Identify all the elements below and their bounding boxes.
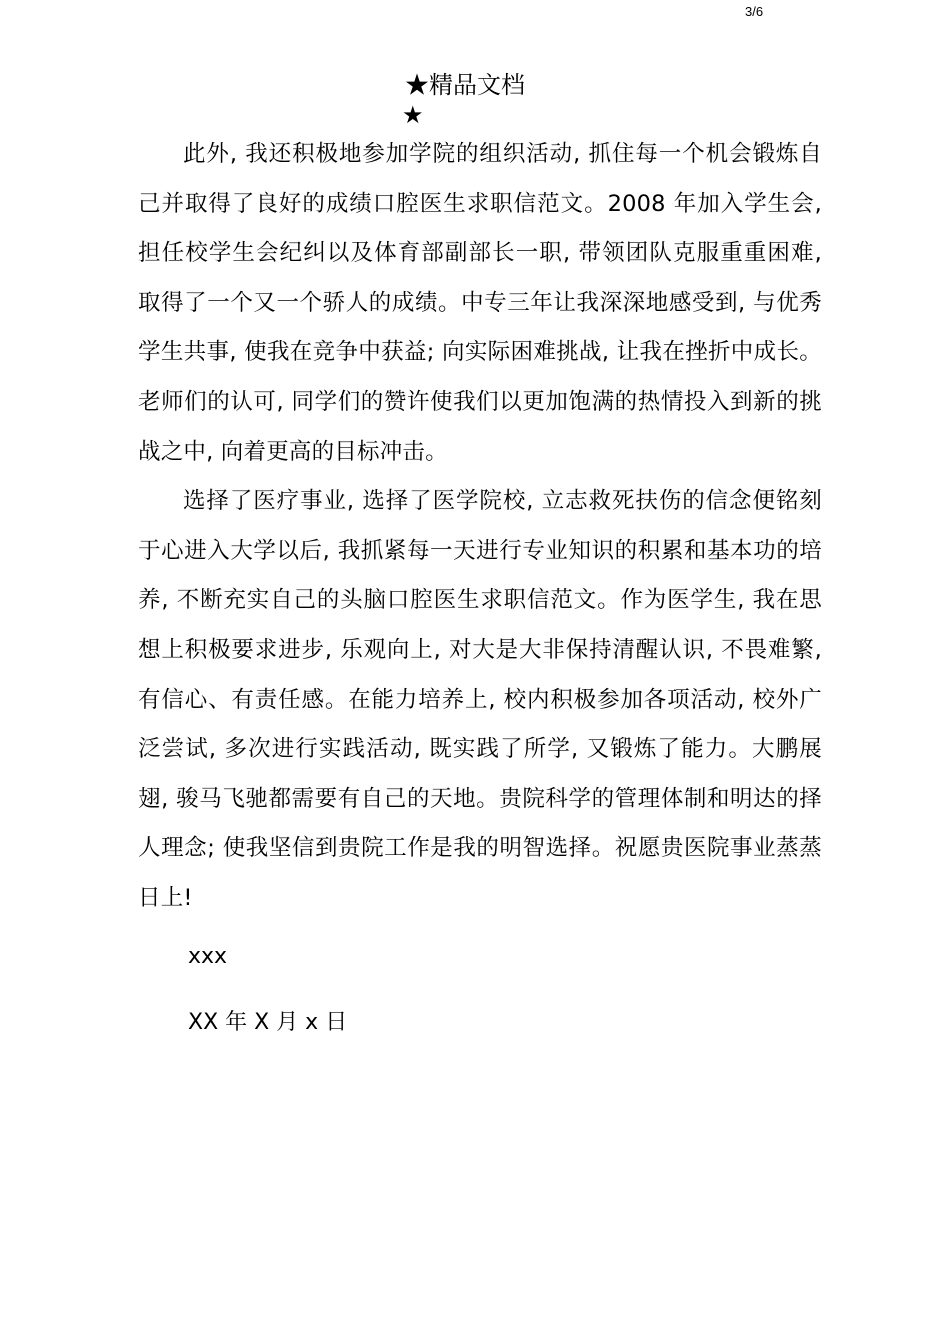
page-number: 3/6 (745, 4, 764, 19)
paragraph-career: 选择了医疗事业, 选择了医学院校, 立志救死扶伤的信念便铭刻于心进入大学以后, 我抓紧每一天进行专业知识的积累和基本功的培养, 不断充实自己的头脑口腔医生求职信范文。作为医学生, 我在思想上积极要求进步, 乐观向上, 对大是大非保持清醒认识, 不畏难繁, 有信心、有责任感。在能力培养上, 校内积极参加各项活动, 校外广泛尝试, 多次进行实践活动, 既实践了所学, 又锻炼了能力。大鹏展翅, 骏马飞驰都需要有自己的天地。贵院科学的管理体制和明达的择人理念; 使我坚信到贵院工作是我的明智选择。祝愿贵医院事业蒸蒸日上! (138, 488, 822, 911)
header-star: ★ (402, 101, 424, 129)
date-line: XX 年 X 月 x 日 (188, 1010, 348, 1035)
paragraph-activities: 此外, 我还积极地参加学院的组织活动, 抓住每一个机会锻炼自己并取得了良好的成绩口腔医生求职信范文。2008 年加入学生会, 担任校学生会纪纠以及体育部副部长一职, 带领团队克服重重困难, 取得了一个又一个骄人的成绩。中专三年让我深深地感受到, 与优秀学生共事, 使我在竞争中获益; 向实际困难挑战, 让我在挫折中成长。老师们的认可, 同学们的赞许使我们以更加饱满的热情投入到新的挑战之中, 向着更高的目标冲击。 (138, 141, 822, 465)
letter-body (138, 130, 822, 924)
header-title: ★精品文档 (405, 71, 525, 99)
signature: xxx (188, 944, 228, 969)
